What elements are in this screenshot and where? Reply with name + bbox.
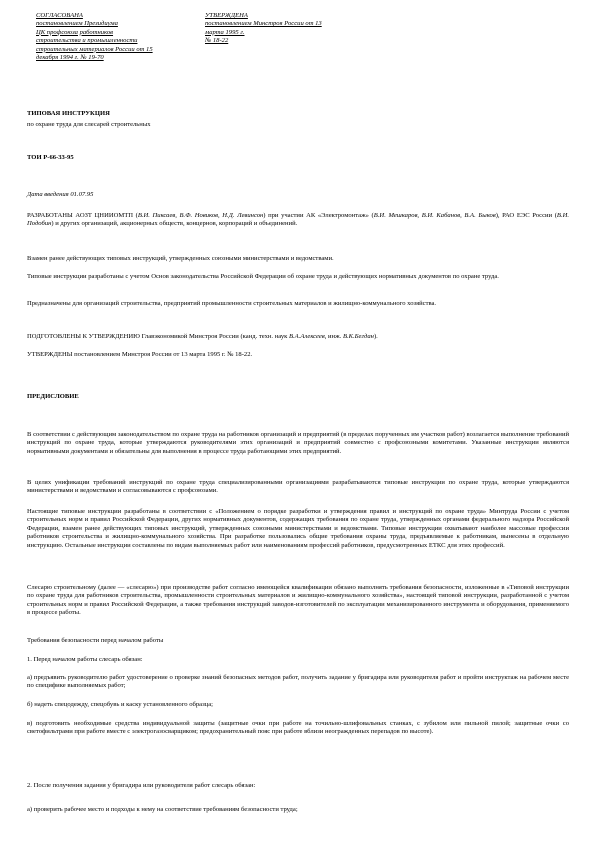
approval-left-line: постановлением Президиума <box>36 20 118 28</box>
approval-stamps <box>36 12 576 96</box>
preface-paragraph: Слесарю строительному (далее — «слесарю») при производстве работ согласно имеющейся квалификации обязано выполнять требования безопасности, изложенные в «Типовой инструкции по охране труда для работников строительства, промышленности строительных материалов и жилищно-коммунального хозяйства», настоящей типовой инструкции, разработанной с учетом строительных норм и правил Российской Федерации, а также требования инструкций заводов-изготовителей по эксплуатации механизированного инструмента и оборудования, применяемого в процессе работы. <box>27 584 569 617</box>
section-title: ПРЕДИСЛОВИЕ <box>27 393 79 400</box>
preface-paragraph: В целях унификации требований инструкций по охране труда специализированными организациями разрабатываются типовые инструкции по охране труда, которые утверждаются министерствами и ведомствами и согласовываются с профсоюзами. <box>27 479 569 495</box>
approval-right-line: марта 1995 г. <box>205 28 245 36</box>
preface-paragraph: Настоящие типовые инструкции разработаны в соответствии с «Положением о порядке разработки и утверждения правил и инструкций по охране труда» Минтруда России с учетом строительных норм и правил Российской Федерации, других нормативных документов, содержащих требования по охране труда, утвержденных органами федерального надзора Российской Федерации, взамен ранее действующих типовых инструкций, утвержденных союзными министерствами и ведомствами. Типовые инструкции охватывают наиболее массовые профессии работников строительства и жилищно-коммунального хозяйства. При разработке пользовались общие требования охраны труда, предъявляемые к работникам, вынесены в отдельную инструкцию. Остальные инструкции составлены по видам выполняемых работ или наименованиям профессий работников, предусмотренных ЕТКС для этих профессий. <box>27 508 569 549</box>
approved-paragraph: УТВЕРЖДЕНЫ постановлением Минстроя России от 13 марта 1995 г. № 18-22. <box>27 351 253 358</box>
approval-right-stamp <box>205 12 395 46</box>
approval-right-title: УТВЕРЖДЕНА <box>205 12 248 19</box>
developed-authors: В.И. Подобин <box>27 212 569 228</box>
safety-item: в) подготовить необходимые средства индивидуальной защиты (защитные очки при работе на точильно-шлифовальных станках, с зубилом или пильной пилой; защитные очки со светофильтрами при работе вместе с электрогазосварщиком; предохранительный пояс при работе вблизи неогражденных перепадов по высоте). <box>27 720 569 736</box>
approval-left-line: строительных материалов России от 15 <box>36 45 153 53</box>
document-title: ТИПОВАЯ ИНСТРУКЦИЯ <box>27 110 110 117</box>
preface-paragraph: В соответствии с действующим законодательством по охране труда на работников организаций и предприятий (в пределах порученных им участков работ) возлагается выполнение требований инструкций по охране труда, которые утверждаются руководителями этих организаций и предприятий совместно с профсоюзными комитетами. Указанные инструкции являются нормативными документами и обязательны для выполнения в процессе труда работающими этих предприятий. <box>27 431 569 455</box>
developed-label: РАЗРАБОТАНЫ АОЗТ ЦНИИОМТП ( <box>27 212 138 219</box>
safety-item: 1. Перед началом работы слесарь обязан: <box>27 656 143 663</box>
developed-mid: ), РАО ЕЭС России ( <box>495 212 557 219</box>
approval-left-stamp <box>36 12 206 62</box>
replaces-paragraph: Взамен ранее действующих типовых инструкций, утвержденных союзными министерствами и ведомствами. <box>27 255 334 262</box>
developed-paragraph <box>27 212 569 229</box>
approval-right-line: № 18-22 <box>205 37 229 45</box>
purpose-paragraph: Предназначены для организаций строительства, предприятий промышленности строительных материалов и жилищно-коммунального хозяйства. <box>27 300 437 307</box>
approval-left-title: СОГЛАСОВАНА <box>36 12 83 19</box>
prepared-paragraph <box>27 333 569 341</box>
document-code: ТОИ Р-66-33-95 <box>27 154 74 161</box>
prepared-names: В.А.Алексеев <box>288 333 325 340</box>
safety-heading: Требования безопасности перед началом работы <box>27 637 164 644</box>
developed-mid: ) при участии АК «Электромонтаж» ( <box>263 212 374 219</box>
safety-item: б) надеть спецодежду, спецобувь и каску установленного образца; <box>27 701 213 708</box>
approval-right-line: постановлением Минстроя России от 13 <box>205 20 322 28</box>
approval-left-line: декабря 1994 г. № 19-70 <box>36 54 104 62</box>
introduction-date: Дата введения 01.07.95 <box>27 191 94 198</box>
developed-authors: В.И. Мешкаров, В.И. Кабанов, В.А. Быков <box>373 212 496 219</box>
safety-item: а) проверить рабочее место и подходы к нему на соответствие требованиям безопасности труда; <box>27 806 298 813</box>
prepared-text: ПОДГОТОВЛЕНЫ К УТВЕРЖДЕНИЮ Главэкономикой Минстроя России (канд. техн. наук <box>27 333 289 340</box>
prepared-mid: , инж. <box>324 333 343 340</box>
approval-left-line: строительства и промышленности <box>36 37 138 45</box>
prepared-tail: ). <box>373 333 378 340</box>
document-subtitle: по охране труда для слесарей строительных <box>27 121 151 128</box>
developed-authors: В.И. Пиксаев, В.Ф. Новиков, Н.Д. Левинсон <box>137 212 264 219</box>
basis-paragraph: Типовые инструкции разработаны с учетом Основ законодательства Российской Федерации об охране труда и действующих нормативных документов по охране труда. <box>27 273 499 280</box>
prepared-names: В.К.Бегдан <box>342 333 374 340</box>
safety-item: 2. После получения задания у бригадира или руководителя работ слесарь обязан: <box>27 782 256 789</box>
approval-left-line: ЦК профсоюза работников <box>36 28 114 36</box>
developed-tail: ) и других организаций, акционерных обществ, концернов, корпораций и объединений. <box>51 220 298 228</box>
safety-item: а) предъявить руководителю работ удостоверение о проверке знаний безопасных методов работ, получить задание у бригадира или руководителя работ и пройти инструктаж на рабочем месте по специфике выполняемых работ; <box>27 674 569 690</box>
